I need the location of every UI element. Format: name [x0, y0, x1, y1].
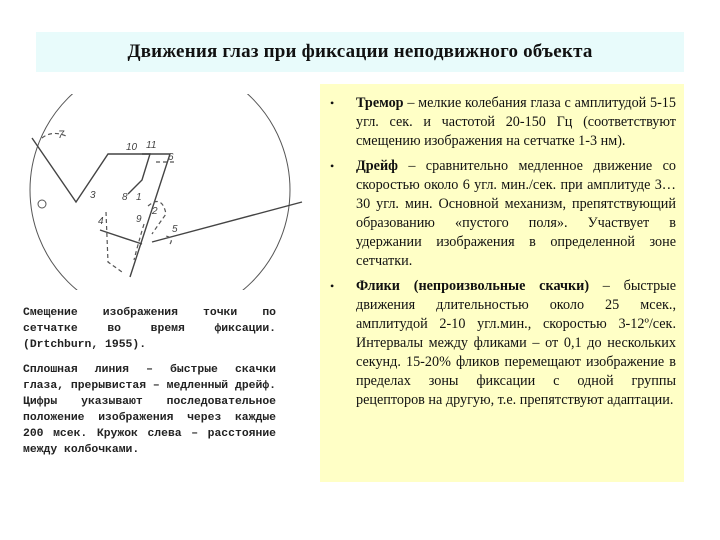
- term-drift: Дрейф: [356, 158, 398, 174]
- figure-label-7: 7: [58, 129, 65, 141]
- bullet-mark: •: [330, 96, 335, 110]
- bullet-drift: [328, 157, 676, 271]
- bullet-flicks: [328, 277, 676, 410]
- figure-caption-source: [23, 305, 276, 353]
- figure-label-10: 10: [126, 142, 138, 153]
- page-title: Движения глаз при фиксации неподвижного объекта: [127, 41, 593, 62]
- title-bar: [36, 32, 684, 72]
- figure-caption-description: [23, 362, 276, 458]
- caption-source-text: Смещение изображения точки по сетчатке во время фиксации. (Drtchburn, 1955).: [23, 307, 276, 351]
- definition-tremor: – мелкие колебания глаза с амплитудой 5-15 угл. сек. и частотой 20-150 Гц (соответствуют смещению изображения на сетчатке 1-3 нм).: [356, 95, 676, 149]
- figure-label-1: 1: [136, 192, 142, 203]
- figure-label-9: 9: [136, 214, 142, 225]
- saccade-path-3: [100, 230, 142, 244]
- definition-drift: – сравнительно медленное движение со скоростью около 6 угл. мин./сек. при амплитуде 3…30 угл. мин. Основной механизм, препятствующий образованию «пустого поля». Участвует в удержании изображения в определенной зоне сетчатки.: [356, 158, 676, 269]
- bullet-mark: •: [330, 279, 335, 293]
- drift-path-4: [106, 212, 122, 272]
- eye-movement-diagram: [22, 94, 304, 290]
- bullet-mark: •: [330, 159, 335, 173]
- cone-spacing-circle: [38, 200, 46, 208]
- figure-label-3: 3: [90, 190, 96, 201]
- bullet-tremor: [328, 94, 676, 151]
- saccade-path-4: [152, 202, 302, 242]
- figure-label-4: 4: [98, 216, 104, 227]
- definition-flicks: – быстрые движения длительностью около 25 мсек., амплитудой 2-10 угл.мин., скоростью 3-12º/сек. Интервалы между фликами – от 0,1 до нескольких секунд. 15-20% фликов перемещают изображение в пределах зоны фиксации с одной группы рецепторов на другую, т.е. препятствуют адаптации.: [356, 278, 676, 408]
- figure-label-5: 5: [172, 224, 178, 235]
- term-flicks: Флики (непроизвольные скачки): [356, 278, 590, 294]
- eye-movement-figure: [22, 94, 304, 290]
- figure-label-6: 6: [168, 152, 174, 163]
- figure-label-2: 2: [152, 206, 158, 217]
- term-tremor: Тремор: [356, 95, 404, 111]
- figure-label-11: 11: [146, 140, 157, 151]
- figure-label-8: 8: [122, 192, 128, 203]
- caption-description-text: Сплошная линия – быстрые скачки глаза, прерывистая – медленный дрейф. Цифры указывают последовательное положение изображения через каждые 200 мсек. Кружок слева – расстояние между колбочками.: [23, 364, 276, 456]
- definitions-panel: [320, 84, 684, 482]
